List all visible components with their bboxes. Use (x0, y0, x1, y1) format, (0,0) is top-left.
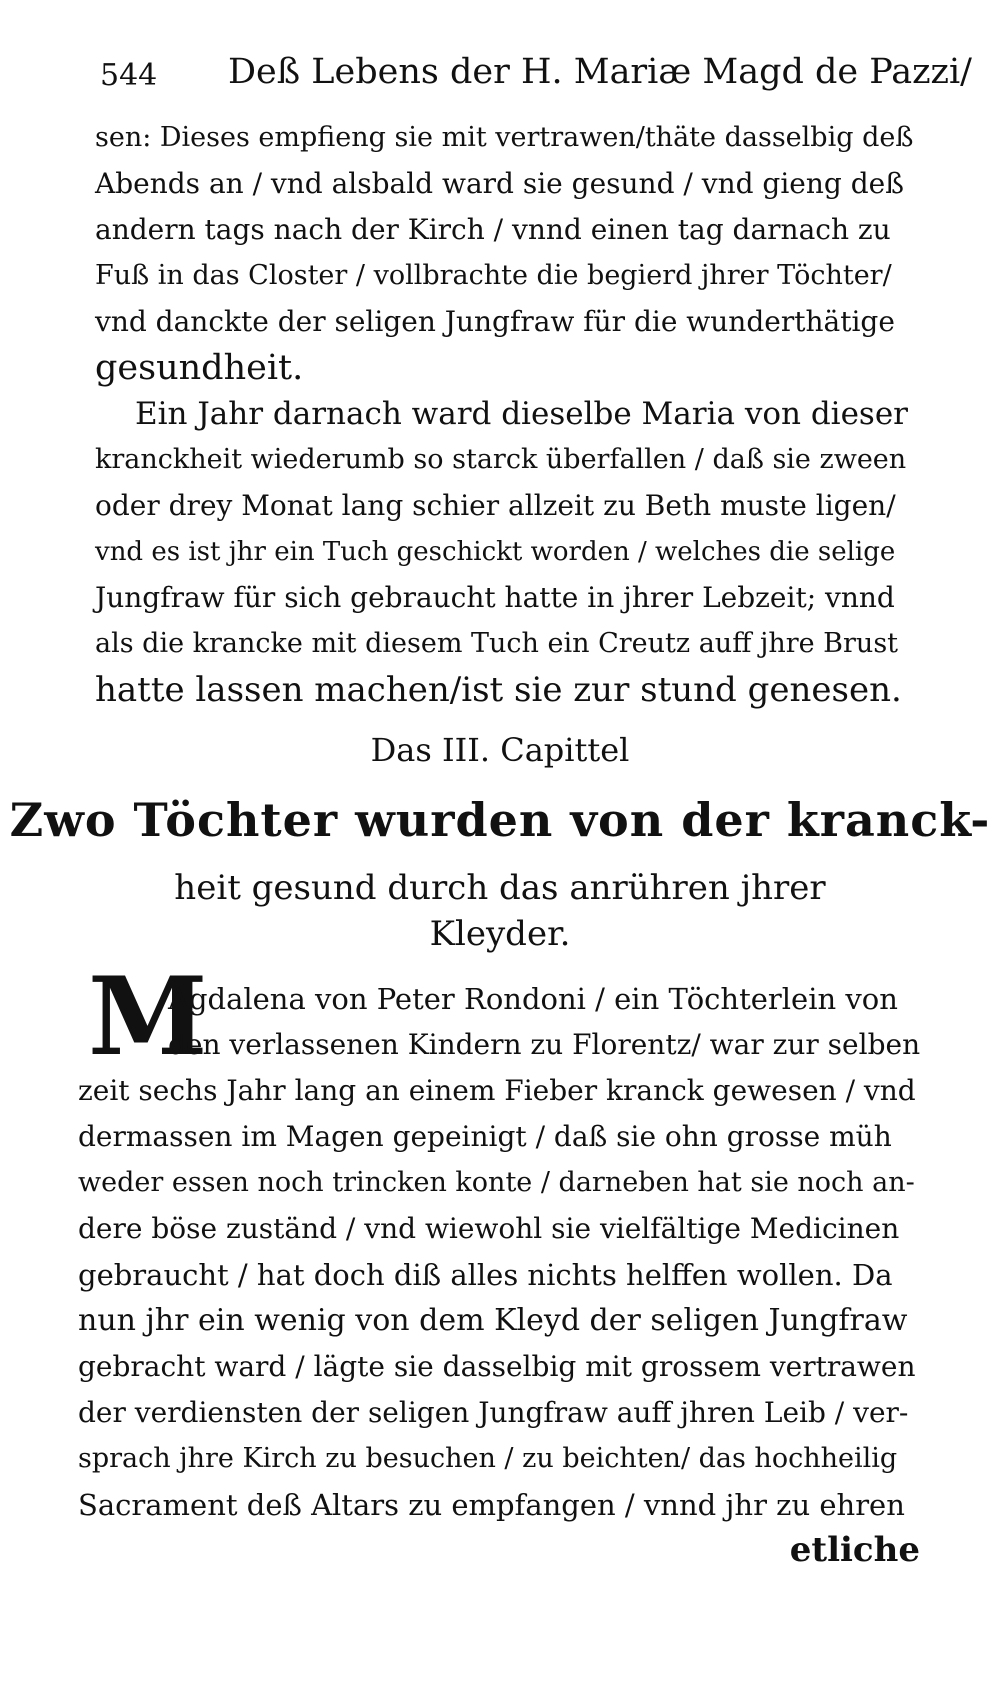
text-line: kranckheit wiederumb so starck überfallen / daß sie zween (95, 444, 907, 475)
catchword: etliche (789, 1530, 920, 1570)
page-number: 544 (100, 58, 158, 93)
chapter-subtitle: Kleyder. (429, 914, 571, 954)
text-line: Fuß in das Closter / vollbrachte die begierd jhrer Töchter/ (95, 260, 892, 291)
text-line: der verdiensten der seligen Jungfraw auff jhren Leib / ver- (78, 1396, 909, 1429)
running-title: Deß Lebens der H. Mariæ Magd de Pazzi/ (228, 52, 972, 92)
text-line: gesundheit. (95, 348, 304, 388)
text-line: Agdalena von Peter Rondoni / ein Töchterlein von (168, 982, 898, 1016)
chapter-title: Zwo Töchter wurden von der kranck- (9, 793, 991, 847)
text-line: Sacrament deß Altars zu empfangen / vnnd jhr zu ehren (78, 1488, 905, 1522)
running-head (100, 52, 972, 112)
text-line: Jungfraw für sich gebraucht hatte in jhrer Lebzeit; vnnd (95, 581, 895, 614)
text-line: vnd es ist jhr ein Tuch geschickt worden / welches die selige (95, 537, 896, 567)
text-line: Abends an / vnd alsbald ward sie gesund / vnd gieng deß (95, 167, 904, 200)
text-line: zeit sechs Jahr lang an einem Fieber kranck gewesen / vnd (78, 1074, 916, 1107)
text-line: dere böse zuständ / vnd wiewohl sie vielfältige Medicinen (78, 1212, 900, 1245)
text-line: sprach jhre Kirch zu besuchen / zu beichten/ das hochheilig (78, 1443, 898, 1474)
text-line: weder essen noch trincken konte / darneben hat sie noch an- (78, 1167, 915, 1198)
text-line: oder drey Monat lang schier allzeit zu Beth muste ligen/ (95, 489, 896, 522)
text-line: gebracht ward / lägte sie dasselbig mit grossem vertrawen (78, 1350, 916, 1383)
chapter-subtitle: heit gesund durch das anrühren jhrer (174, 868, 826, 908)
text-line: vnd danckte der seligen Jungfraw für die wunderthätige (95, 305, 895, 338)
text-line: als die krancke mit diesem Tuch ein Creutz auff jhre Brust (95, 628, 899, 659)
drop-cap: M (88, 954, 208, 1080)
text-line: hatte lassen machen/ist sie zur stund genesen. (95, 670, 902, 710)
text-line: dermassen im Magen gepeinigt / daß sie ohn grosse müh (78, 1120, 892, 1153)
chapter-label: Das III. Capittel (370, 731, 630, 769)
text-line: nun jhr ein wenig von dem Kleyd der seligen Jungfraw (78, 1303, 908, 1338)
text-line: Ein Jahr darnach ward dieselbe Maria von dieser (135, 396, 909, 432)
text-line: gebraucht / hat doch diß alles nichts helffen wollen. Da (78, 1258, 893, 1292)
text-line: andern tags nach der Kirch / vnnd einen tag darnach zu (95, 213, 891, 246)
text-line: den verlassenen Kindern zu Florentz/ war zur selben (168, 1028, 921, 1061)
text-line: sen: Dieses empfieng sie mit vertrawen/thäte dasselbig deß (95, 122, 914, 153)
